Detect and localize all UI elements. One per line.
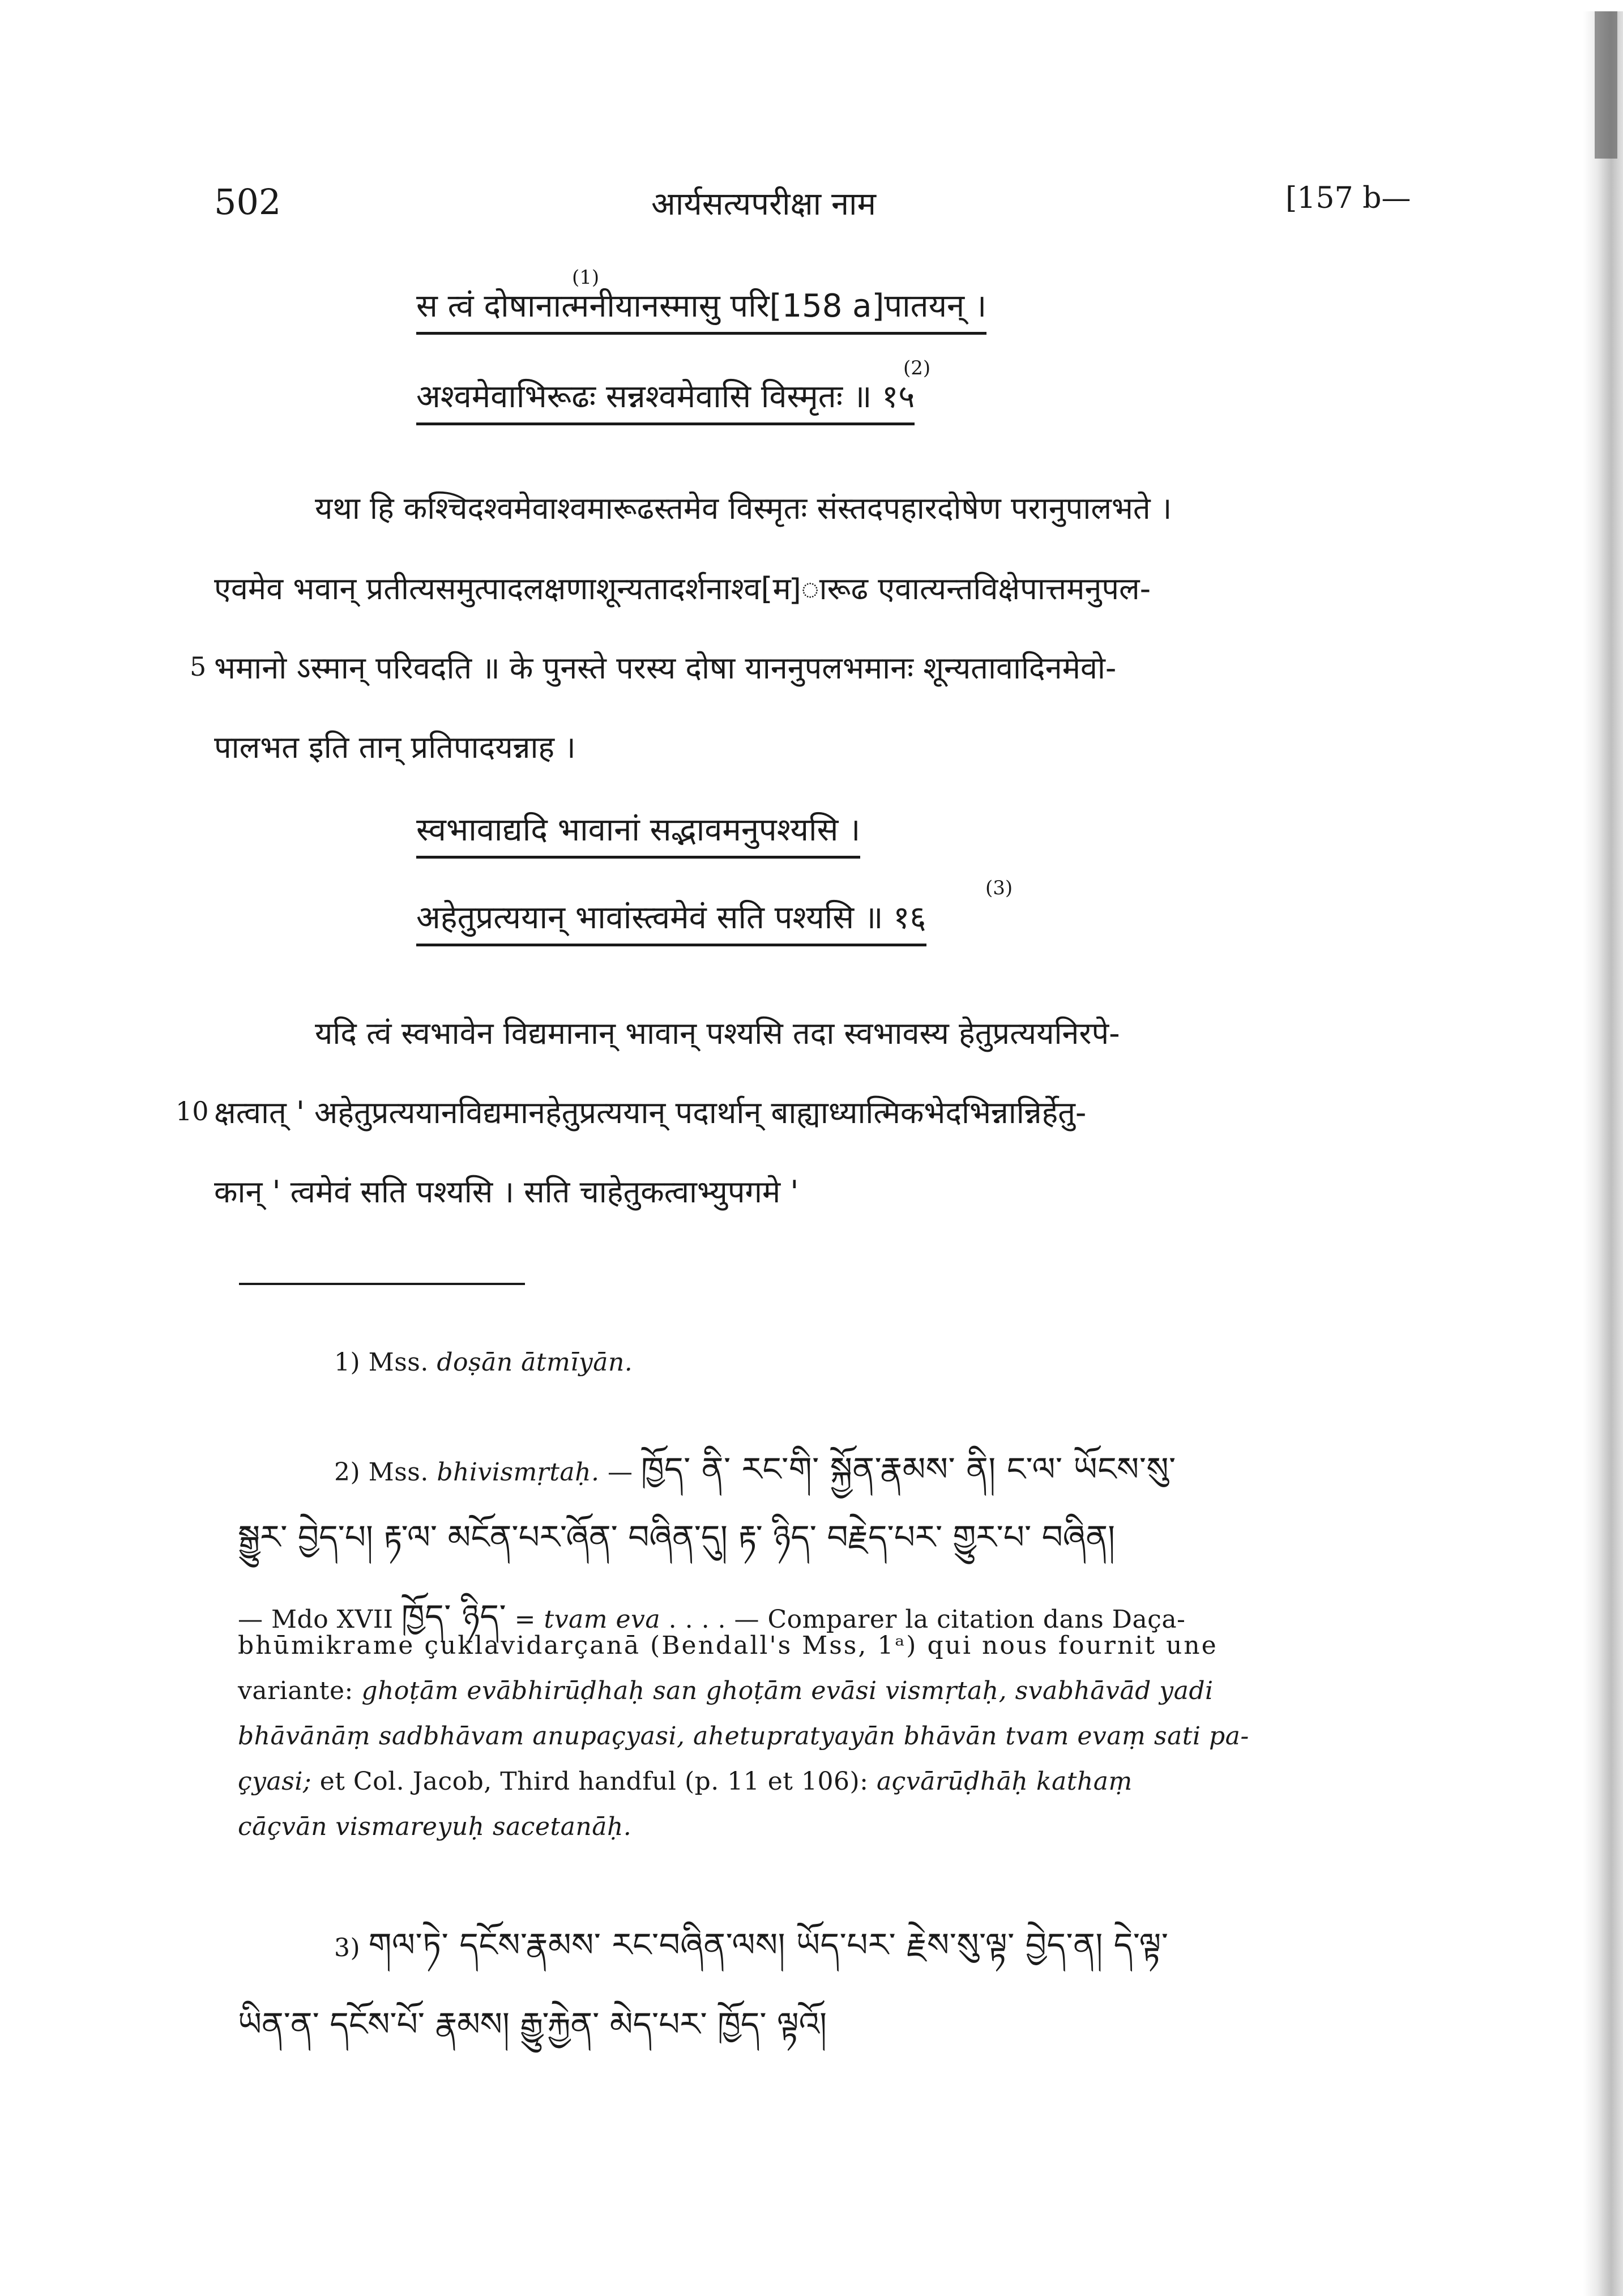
footnote-3-tibetan-line-2: ཡིན་ན་ དངོས་པོ་ རྣམས། རྒྱུ་རྐྱེན་ མེད་པར་ ཁྱོད་ ལྟའོ། xyxy=(238,2005,827,2043)
running-title: आर्यसत्यपरीक्षा नाम xyxy=(651,186,877,223)
verse-16-line-1: स्वभावाद्यदि भावानां सद्भावमनुपश्यसि । xyxy=(416,807,860,859)
footnote-2-line-4: bhūmikrame çuklavidarçanā (Bendall's Mss, 1ᵃ) qui nous fournit une xyxy=(238,1631,1218,1660)
commentary-2-line-2: क्षत्वात् ' अहेतुप्रत्ययानविद्यमानहेतुप्रत्ययान् पदार्थान् बाह्याध्यात्मिकभेदभिन्नान्निर्हेतु- xyxy=(214,1095,1087,1130)
line-number-10: 10 xyxy=(176,1096,209,1126)
commentary-1-line-4: पालभत इति तान् प्रतिपादयन्नाह । xyxy=(214,729,576,765)
commentary-1-line-3: भमानो ऽस्मान् परिवदति ॥ के पुनस्ते परस्य दोषा याननुपलभमानः शून्यतावादिनमेवो- xyxy=(214,650,1117,686)
footnote-2-line-3: — Mdo XVII ཁྱོད་ ཉིད་ = tvam eva . . . . — Comparer la citation dans Daça- xyxy=(238,1597,1186,1636)
footnote-3-line-1: 3) གལ་ཏེ་ དངོས་རྣམས་ རང་བཞིན་ལས། ཡོད་པར་ རྗེས་སུ་ལྟ་ བྱེད་ན། དེ་ལྟ་ xyxy=(334,1926,1169,1964)
footnote-2-line-1: 2) Mss. bhivismṛtaḥ. — ཁྱོད་ ནི་ རང་གི་ སྐྱོན་རྣམས་ ནི། ང་ལ་ ཡོངས་སུ་ xyxy=(334,1450,1176,1488)
footnote-mark-1: (1) xyxy=(572,266,600,289)
verse-15-line-1: स त्वं दोषानात्मनीयानस्मासु परि[158 a]पातयन् । xyxy=(416,283,986,335)
commentary-2-line-1: यदि त्वं स्वभावेन विद्यमानान् भावान् पश्यसि तदा स्वभावस्य हेतुप्रत्ययनिरपे- xyxy=(315,1015,1120,1051)
footnote-mark-2: (2) xyxy=(903,357,931,379)
footnote-2-line-5: variante: ghoṭām evābhirūḍhaḥ san ghoṭām evāsi vismṛtaḥ, svabhāvād yadi xyxy=(238,1676,1214,1705)
footnote-2-line-6: bhāvānāṃ sadbhāvam anupaçyasi, ahetupratyayān bhāvān tvam evaṃ sati pa- xyxy=(238,1722,1249,1751)
verse-16-line-2: अहेतुप्रत्ययान् भावांस्त्वमेवं सति पश्यसि ॥ १६ xyxy=(416,895,926,946)
scan-binding-shadow xyxy=(1595,11,1617,159)
footnote-1: 1) Mss. doṣān ātmīyān. xyxy=(334,1348,633,1377)
footnote-2-line-7: çyasi; et Col. Jacob, Third handful (p. 11 et 106): açvārūḍhāḥ kathaṃ xyxy=(238,1767,1133,1796)
footnote-mark-3: (3) xyxy=(985,877,1013,899)
folio-reference: [157 b— xyxy=(1285,181,1411,215)
commentary-1-line-2: एवमेव भवान् प्रतीत्यसमुत्पादलक्षणाशून्यतादर्शनाश्व[म]ारूढ एवात्यन्तविक्षेपात्तमनुपल- xyxy=(214,571,1151,607)
verse-15-line-2: अश्वमेवाभिरूढः सन्नश्वमेवासि विस्मृतः ॥ १५ xyxy=(416,374,915,425)
commentary-2-line-3: कान् ' त्वमेवं सति पश्यसि । सति चाहेतुकत्वाभ्युपगमे ' xyxy=(214,1174,799,1210)
commentary-1-line-1: यथा हि कश्चिदश्वमेवाश्वमारूढस्तमेव विस्मृतः संस्तदपहारदोषेण परानुपालभते । xyxy=(315,490,1172,526)
line-number-5: 5 xyxy=(190,651,207,682)
scan-edge-shadow xyxy=(1583,11,1623,2296)
footnote-2-tibetan-line-2: སྒྱུར་ བྱེད་པ། རྟ་ལ་ མངོན་པར་ཞོན་ བཞིན་དུ། རྟ་ ཉིད་ བརྗེད་པར་ གྱུར་པ་ བཞིན། xyxy=(238,1518,1115,1556)
page-number: 502 xyxy=(214,181,281,223)
footnote-2-line-8: cāçvān vismareyuḥ sacetanāḥ. xyxy=(238,1812,632,1841)
footnote-separator xyxy=(239,1283,525,1285)
